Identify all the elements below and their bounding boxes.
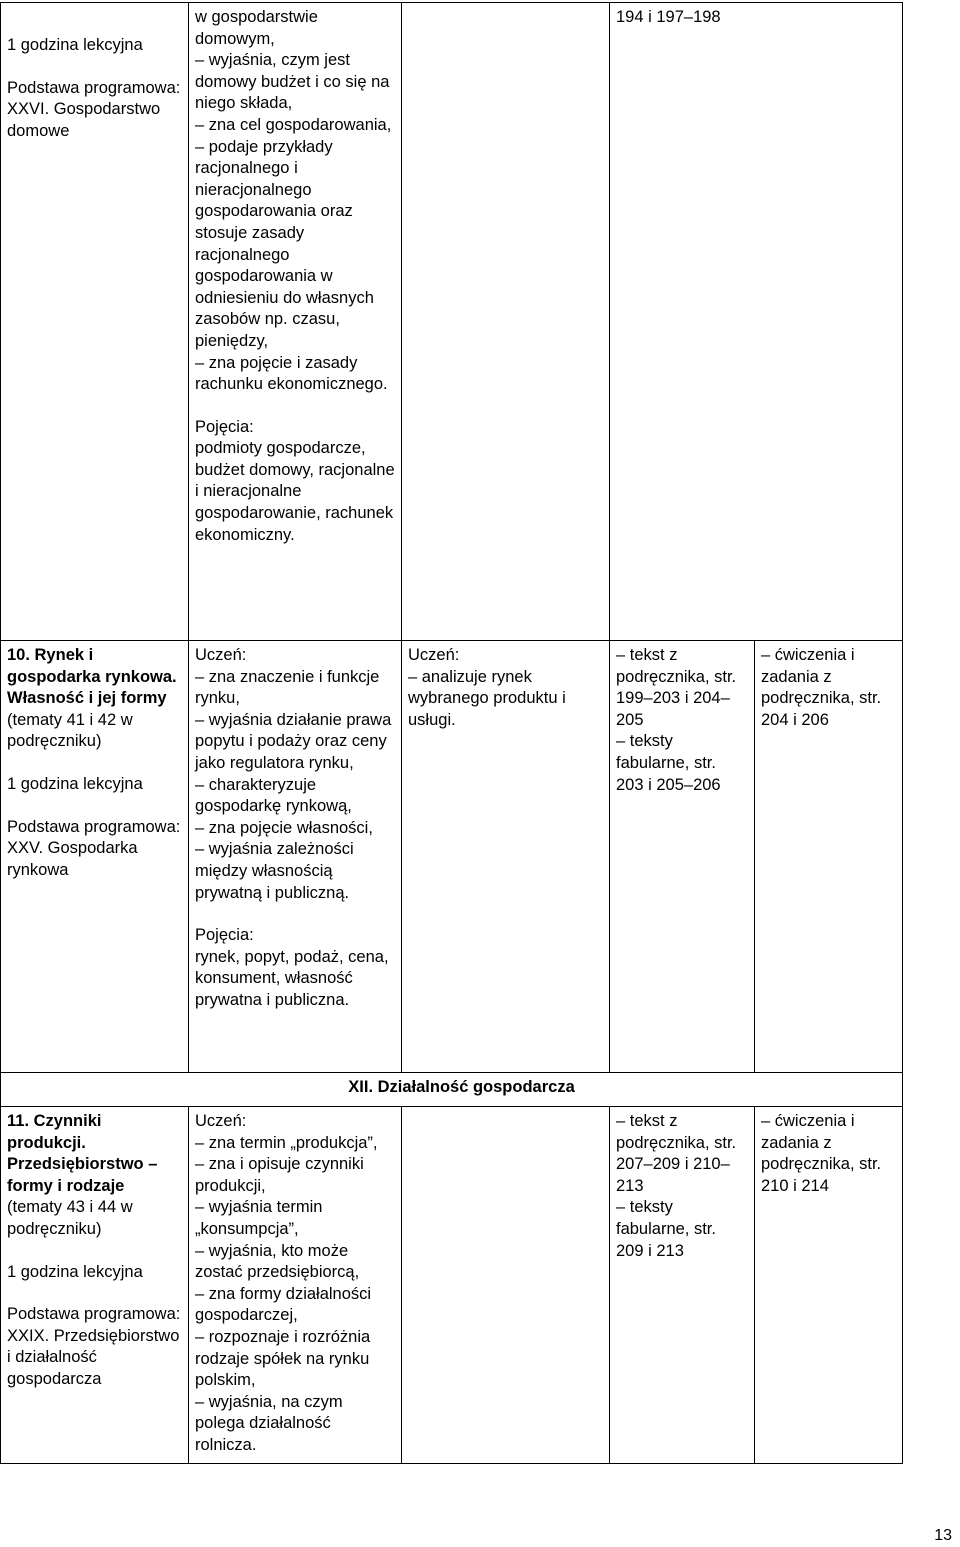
requirements-basic-cell — [189, 641, 402, 1073]
topic-title: 11. Czynniki produkcji. Przedsiębiorstwo – formy i rodzaje — [7, 1112, 158, 1195]
section-title — [1, 1073, 903, 1107]
text-line: Uczeń: — [195, 1112, 247, 1130]
text-line: – zna i opisuje czynniki produkcji, — [195, 1155, 364, 1195]
page-number: 13 — [934, 1527, 952, 1544]
lesson-plan-table — [0, 2, 958, 1464]
topic-cell — [1, 1107, 189, 1464]
requirements-extended-cell — [402, 1107, 610, 1464]
terms-label: Pojęcia: — [195, 417, 254, 436]
topic-title: 10. Rynek i gospodarka rynkowa. Własność i jej formy — [7, 646, 177, 708]
text-line: – charakteryzuje gospodarkę rynkową, — [195, 775, 352, 816]
text-line: podmioty gospodarcze, budżet domowy, racjonalne i nieracjonalne gospodarowanie, rachunek ekonomiczny. — [195, 439, 395, 544]
text-line: – ćwiczenia i zadania z podręcznika, str. 204 i 206 — [761, 646, 882, 729]
topic-cell — [1, 641, 189, 1073]
text-line: – zna pojęcie i zasady rachunku ekonomicznego. — [195, 353, 388, 394]
text-line: – wyjaśnia, kto może zostać przedsiębiorcą, — [195, 1241, 360, 1282]
text-line: – zna formy działalności gospodarczej, — [195, 1284, 372, 1325]
text-line: XXIX. Przedsiębiorstwo i działalność gospodarcza — [7, 1326, 180, 1388]
requirements-basic-cell — [189, 1107, 402, 1464]
text-line: – podaje przykłady racjonalnego i nieracjonalnego gospodarowania oraz stosuje zasady racjonalnego gospodarowania w odniesieniu do własnych zasobów np. czasu, pieniędzy, — [195, 137, 374, 350]
text-line: 1 godzina lekcyjna — [7, 1262, 143, 1281]
requirements-basic-cell — [189, 3, 402, 641]
text-line: – wyjaśnia termin „konsumpcja”, — [195, 1198, 323, 1238]
text-line: Podstawa programowa: — [7, 817, 181, 836]
requirements-extended-cell — [402, 641, 610, 1073]
exercises-cell — [755, 1107, 903, 1464]
text-line: – tekst z podręcznika, str. 199–203 i 204–205 — [616, 646, 737, 729]
text-line: (tematy 43 i 44 w podręczniku) — [7, 1198, 133, 1238]
exercises-cell — [755, 641, 903, 1073]
section-header-row — [1, 1073, 958, 1107]
textbook-cell — [610, 1107, 755, 1464]
text-line: (tematy 41 i 42 w podręczniku) — [7, 710, 133, 751]
text-line: – analizuje rynek wybranego produktu i usługi. — [408, 667, 566, 729]
table-row — [1, 1107, 958, 1464]
section-title-text: XII. Działalność gospodarcza — [348, 1078, 575, 1096]
requirements-extended-cell — [402, 3, 610, 641]
text-line: XXV. Gospodarka rynkowa — [7, 839, 138, 879]
textbook-cell — [610, 3, 903, 641]
table-row — [1, 641, 958, 1073]
text-line: – zna znaczenie i funkcje rynku, — [195, 667, 380, 708]
text-line: rynek, popyt, podaż, cena, konsument, własność prywatna i publiczna. — [195, 947, 389, 1009]
cell-lines — [7, 35, 182, 142]
topic-cell — [1, 3, 189, 641]
text-line: – ćwiczenia i zadania z podręcznika, str. 210 i 214 — [761, 1112, 882, 1195]
text-line: – zna cel gospodarowania, — [195, 115, 392, 134]
text-line: Uczeń: — [408, 646, 460, 664]
text-line: – teksty fabularne, str. 209 i 213 — [616, 1198, 716, 1260]
table-row — [1, 3, 958, 641]
text-line: 1 godzina lekcyjna — [7, 36, 143, 54]
text-line: – wyjaśnia, na czym polega działalność rolnicza. — [195, 1392, 343, 1454]
text-line: – zna pojęcie własności, — [195, 818, 373, 837]
text-line: – tekst z podręcznika, str. 207–209 i 210–213 — [616, 1112, 737, 1195]
text-line: XXVI. Gospodarstwo domowe — [7, 100, 161, 140]
text-line: w gospodarstwie domowym, — [195, 8, 318, 48]
text-line: – wyjaśnia działanie prawa popytu i podaży oraz ceny jako regulatora rynku, — [195, 710, 392, 772]
text-line: Podstawa programowa: — [7, 78, 181, 97]
text-line: Podstawa programowa: — [7, 1305, 181, 1324]
text-line: 1 godzina lekcyjna — [7, 774, 143, 793]
text-line: – rozpoznaje i rozróżnia rodzaje spółek na rynku polskim, — [195, 1327, 371, 1390]
textbook-cell — [610, 641, 755, 1073]
text-line: – zna termin „produkcja”, — [195, 1133, 378, 1152]
text-line: Uczeń: — [195, 646, 247, 664]
text-line: 194 i 197–198 — [616, 8, 721, 26]
text-line: – wyjaśnia zależności między własnością prywatną i publiczną. — [195, 840, 354, 902]
text-line: – teksty fabularne, str. 203 i 205–206 — [616, 732, 721, 794]
text-line: – wyjaśnia, czym jest domowy budżet i co się na niego składa, — [195, 51, 390, 113]
terms-label: Pojęcia: — [195, 926, 254, 945]
